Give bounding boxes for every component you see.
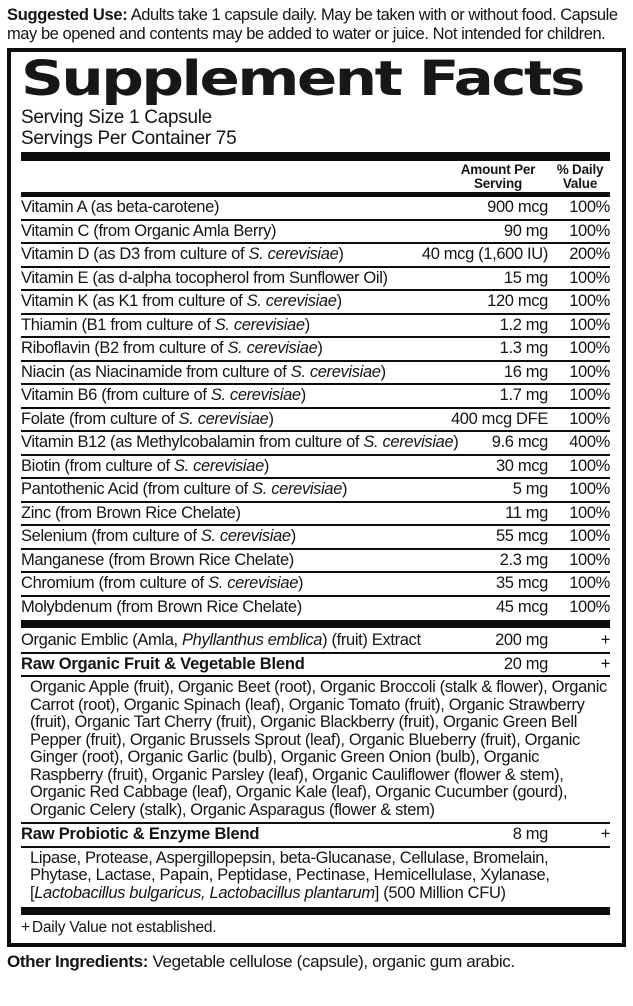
ingredient-name: Organic Emblic (Amla, Phyllanthus emblica) (fruit) Extract bbox=[21, 631, 421, 649]
blend-table bbox=[21, 630, 610, 905]
species-name-italic: Lactobacillus bulgaricus, Lactobacillus plantarum bbox=[34, 883, 375, 902]
nutrient-row bbox=[21, 219, 610, 243]
species-name-italic: S. cerevisiae bbox=[363, 433, 454, 451]
daily-value-percent: 100% bbox=[569, 339, 610, 357]
nutrient-row bbox=[21, 266, 610, 290]
other-ingredients bbox=[7, 952, 626, 972]
ingredient-name: Pantothenic Acid (from culture of S. cerevisiae) bbox=[21, 480, 348, 498]
daily-value-percent: 100% bbox=[569, 574, 610, 592]
ingredient-name: Raw Probiotic & Enzyme Blend bbox=[21, 825, 260, 843]
nutrient-row bbox=[21, 289, 610, 313]
species-name-italic: S. cerevisiae bbox=[210, 386, 301, 404]
supplement-label bbox=[0, 6, 633, 972]
nutrient-row bbox=[21, 501, 610, 525]
divider-thick-bottom bbox=[21, 907, 610, 915]
footnote-text: Daily Value not established. bbox=[31, 919, 217, 936]
suggested-use bbox=[7, 6, 626, 44]
supplement-facts-panel bbox=[7, 48, 626, 947]
nutrient-row bbox=[21, 336, 610, 360]
species-name-italic: S. cerevisiae bbox=[208, 574, 299, 592]
column-header-daily-value: % Daily Value bbox=[556, 162, 604, 191]
ingredient-name: Raw Organic Fruit & Vegetable Blend bbox=[21, 654, 305, 673]
species-name-italic: S. cerevisiae bbox=[248, 245, 339, 263]
blend-ingredient-list: Organic Apple (fruit), Organic Beet (root), Organic Broccoli (stalk & flower), Organic Carrot (root), Organic Spinach (leaf), Organic Tomato (fruit), Organic Strawberry (fruit), Organic Tart Cherry (fruit), Organic Blackberry (fruit), Organic Green Bell Pepper (fruit), Organic Brussels Sprout (leaf), Organic Blueberry (fruit), Organic Ginger (root), Organic Garlic (bulb), Organic Green Onion (bulb), Organic Raspberry (fruit), Organic Parsley (leaf), Organic Cauliflower (flower & stem), Organic Red Cabbage (leaf), Organic Kale (leaf), Organic Cucumber (gourd), Organic Celery (stalk), Organic Asparagus (flower & stem) bbox=[21, 675, 610, 822]
nutrient-row bbox=[21, 197, 610, 219]
amount-per-serving-value: 35 mcg bbox=[495, 574, 548, 592]
column-header-amount-per-serving: Amount Per Serving bbox=[460, 162, 536, 191]
amount-per-serving-value: 1.3 mg bbox=[499, 339, 548, 357]
species-name-italic: S. cerevisiae bbox=[290, 362, 381, 381]
ingredient-name: Vitamin A (as beta-carotene) bbox=[21, 198, 220, 216]
nutrient-row bbox=[21, 571, 610, 595]
blend-row bbox=[21, 630, 610, 652]
serving-info bbox=[21, 108, 610, 149]
amount-per-serving-value: 8 mg bbox=[512, 825, 548, 843]
ingredient-name: Vitamin D (as D3 from culture of S. cerevisiae) bbox=[21, 245, 344, 263]
daily-value-percent: 100% bbox=[569, 268, 610, 287]
daily-value-percent: 100% bbox=[569, 527, 610, 545]
daily-value-percent: 100% bbox=[569, 198, 610, 216]
amount-per-serving-value: 200 mg bbox=[495, 631, 548, 649]
nutrient-row bbox=[21, 477, 610, 501]
nutrient-row bbox=[21, 242, 610, 266]
nutrient-row bbox=[21, 360, 610, 384]
daily-value-percent: + bbox=[600, 825, 610, 843]
amount-per-serving-value: 9.6 mcg bbox=[491, 433, 548, 451]
ingredient-name: Chromium (from culture of S. cerevisiae) bbox=[21, 574, 304, 592]
suggested-use-text: Adults take 1 capsule daily. May be taken with or without food. Capsule may be opened and contents may be added to water or juice. Not intended for children. bbox=[7, 6, 618, 43]
divider-thick-top bbox=[21, 152, 610, 161]
ingredient-name: Molybdenum (from Brown Rice Chelate) bbox=[21, 597, 302, 616]
daily-value-percent: + bbox=[600, 631, 610, 649]
daily-value-percent: + bbox=[600, 654, 610, 673]
blend-row bbox=[21, 822, 610, 846]
amount-per-serving-value: 11 mg bbox=[505, 503, 548, 522]
ingredient-name: Thiamin (B1 from culture of S. cerevisiae) bbox=[21, 315, 310, 334]
daily-value-percent: 100% bbox=[569, 409, 610, 428]
suggested-use-label: Suggested Use: bbox=[7, 6, 128, 24]
servings-per-container: Servings Per Container 75 bbox=[21, 127, 237, 149]
nutrient-row bbox=[21, 407, 610, 431]
ingredient-name: Zinc (from Brown Rice Chelate) bbox=[21, 503, 241, 522]
daily-value-percent: 100% bbox=[569, 480, 610, 498]
ingredient-name: Selenium (from culture of S. cerevisiae) bbox=[21, 527, 296, 545]
daily-value-percent: 200% bbox=[569, 245, 610, 263]
amount-per-serving-value: 120 mcg bbox=[487, 292, 548, 310]
other-ingredients-label: Other Ingredients: bbox=[7, 952, 149, 971]
blend-ingredient-list: Lipase, Protease, Aspergillopepsin, beta-Glucanase, Cellulase, Bromelain, Phytase, Lactase, Papain, Peptidase, Pectinase, Hemicellulase, Xylanase, [Lactobacillus bulgaricus, Lactobacillus plantarum] (500 Million CFU) bbox=[21, 846, 610, 906]
ingredient-name: Biotin (from culture of S. cerevisiae) bbox=[21, 456, 270, 475]
ingredient-name: Manganese (from Brown Rice Chelate) bbox=[21, 550, 294, 569]
ingredient-name: Vitamin K (as K1 from culture of S. cerevisiae) bbox=[21, 292, 342, 310]
dagger-symbol: + bbox=[21, 919, 30, 936]
ingredient-name: Niacin (as Niacinamide from culture of S. cerevisiae) bbox=[21, 362, 386, 381]
amount-per-serving-value: 400 mcg DFE bbox=[450, 409, 548, 428]
daily-value-percent: 100% bbox=[569, 550, 610, 569]
amount-per-serving-value: 40 mcg (1,600 IU) bbox=[421, 245, 548, 263]
nutrient-row bbox=[21, 313, 610, 337]
table-header bbox=[21, 161, 610, 192]
ingredient-name: Folate (from culture of S. cerevisiae) bbox=[21, 409, 274, 428]
amount-per-serving-value: 55 mcg bbox=[495, 527, 548, 545]
daily-value-percent: 100% bbox=[569, 221, 610, 240]
nutrient-row bbox=[21, 383, 610, 407]
species-name-italic: S. cerevisiae bbox=[214, 315, 305, 334]
nutrient-row bbox=[21, 430, 610, 454]
amount-per-serving-value: 20 mg bbox=[503, 654, 548, 673]
amount-per-serving-value: 30 mcg bbox=[495, 456, 548, 475]
amount-per-serving-value: 1.7 mg bbox=[499, 386, 548, 404]
species-name-italic: S. cerevisiae bbox=[246, 292, 337, 310]
ingredient-name: Vitamin E (as d-alpha tocopherol from Sunflower Oil) bbox=[21, 268, 388, 287]
serving-size: Serving Size 1 Capsule bbox=[21, 107, 212, 128]
daily-value-percent: 400% bbox=[569, 433, 610, 451]
ingredient-name: Vitamin B12 (as Methylcobalamin from culture of S. cerevisiae) bbox=[21, 433, 459, 451]
nutrient-row bbox=[21, 524, 610, 548]
ingredient-name: Vitamin B6 (from culture of S. cerevisiae) bbox=[21, 386, 306, 404]
footnote bbox=[21, 917, 610, 938]
species-name-italic: S. cerevisiae bbox=[227, 339, 318, 357]
ingredient-name: Riboflavin (B2 from culture of S. cerevisiae) bbox=[21, 339, 323, 357]
amount-per-serving-value: 15 mg bbox=[503, 268, 548, 287]
nutrient-row bbox=[21, 595, 610, 619]
amount-per-serving-value: 2.3 mg bbox=[499, 550, 548, 569]
nutrient-table bbox=[21, 197, 610, 618]
other-ingredients-text: Vegetable cellulose (capsule), organic gum arabic. bbox=[152, 952, 515, 971]
amount-per-serving-value: 16 mg bbox=[503, 362, 548, 381]
species-name-italic: S. cerevisiae bbox=[200, 527, 291, 545]
amount-per-serving-value: 900 mcg bbox=[487, 198, 548, 216]
daily-value-percent: 100% bbox=[569, 292, 610, 310]
daily-value-percent: 100% bbox=[569, 315, 610, 334]
daily-value-percent: 100% bbox=[569, 362, 610, 381]
blend-row bbox=[21, 652, 610, 676]
species-name-italic: S. cerevisiae bbox=[178, 409, 269, 428]
amount-per-serving-value: 45 mcg bbox=[495, 597, 548, 616]
ingredient-name: Vitamin C (from Organic Amla Berry) bbox=[21, 221, 277, 240]
amount-per-serving-value: 1.2 mg bbox=[499, 315, 548, 334]
nutrient-row bbox=[21, 548, 610, 572]
daily-value-percent: 100% bbox=[569, 386, 610, 404]
divider-thick-middle bbox=[21, 620, 610, 628]
daily-value-percent: 100% bbox=[569, 456, 610, 475]
species-name-italic: S. cerevisiae bbox=[174, 456, 264, 475]
amount-per-serving-value: 5 mg bbox=[512, 480, 548, 498]
daily-value-percent: 100% bbox=[569, 503, 610, 522]
panel-title: Supplement Facts bbox=[21, 51, 583, 107]
nutrient-row bbox=[21, 454, 610, 478]
species-name-italic: Phyllanthus emblica bbox=[182, 631, 323, 649]
daily-value-percent: 100% bbox=[569, 597, 610, 616]
amount-per-serving-value: 90 mg bbox=[503, 221, 548, 240]
species-name-italic: S. cerevisiae bbox=[252, 480, 343, 498]
